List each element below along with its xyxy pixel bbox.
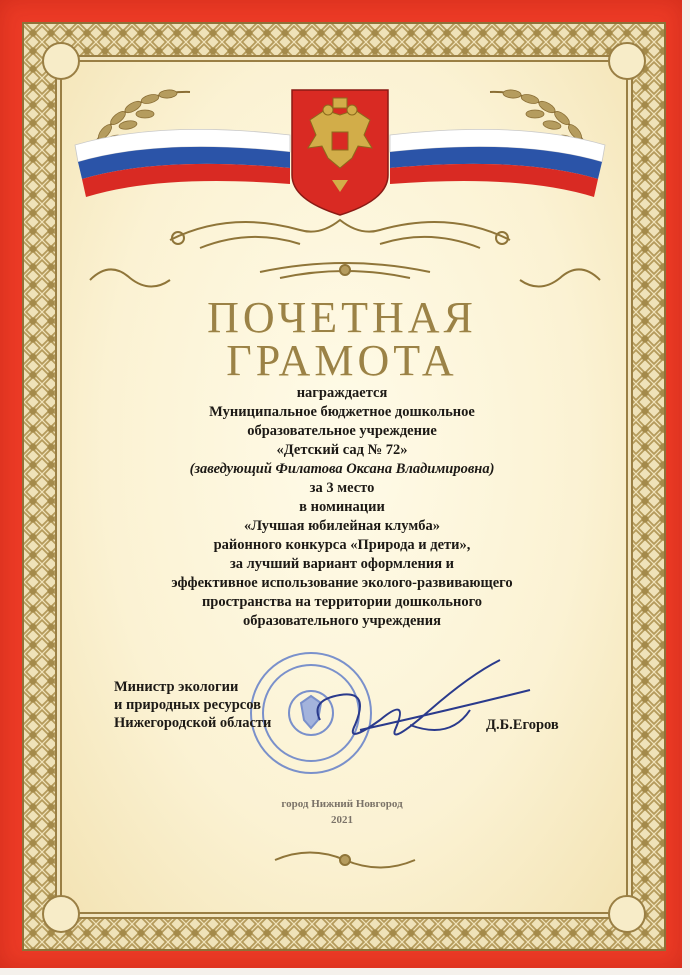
award-line: за 3 место: [309, 480, 375, 496]
award-line: Муниципальное бюджетное дошкольное: [209, 404, 475, 420]
flag-ribbon-header: [70, 80, 610, 260]
award-text: [60, 384, 624, 631]
signer-title: [114, 678, 271, 732]
scroll-ornament: [170, 220, 510, 248]
issue-place: город Нижний Новгород: [281, 798, 403, 810]
award-line: образовательного учреждения: [243, 613, 441, 629]
award-line: районного конкурса «Природа и дети»,: [213, 537, 471, 553]
award-line: за лучший вариант оформления и: [229, 556, 455, 572]
award-line: «Детский сад № 72»: [276, 442, 408, 458]
award-line: награждается: [296, 385, 388, 401]
award-line: пространства на территории дошкольного: [201, 594, 483, 610]
certificate-title-line1: ПОЧЕТНАЯ: [207, 293, 477, 342]
russian-coat-of-arms-icon: [292, 90, 388, 215]
signer-title-line: Нижегородской области: [114, 715, 272, 731]
award-line: (заведующий Филатова Оксана Владимировна): [189, 461, 495, 477]
signer-title-line: Министр экологии: [114, 679, 239, 695]
corner-rosette-icon: [42, 42, 80, 80]
award-line: «Лучшая юбилейная клумба»: [244, 518, 440, 534]
signer-name: Д.Б.Егоров: [486, 717, 559, 733]
bottom-flourish: [270, 845, 420, 875]
award-line: эффективное использование эколого-развивающего: [171, 575, 513, 591]
corner-rosette-icon: [42, 895, 80, 933]
issue-year: 2021: [331, 814, 353, 826]
tricolor-ribbon-left: [75, 129, 290, 197]
award-line: в номинации: [299, 499, 385, 515]
corner-rosette-icon: [608, 42, 646, 80]
signer-title-line: и природных ресурсов: [114, 697, 261, 713]
tricolor-ribbon-right: [390, 129, 605, 197]
award-line: образовательное учреждение: [247, 423, 437, 439]
certificate-title-line2: ГРАМОТА: [226, 336, 458, 385]
corner-rosette-icon: [608, 895, 646, 933]
handwritten-signature: [300, 650, 540, 760]
